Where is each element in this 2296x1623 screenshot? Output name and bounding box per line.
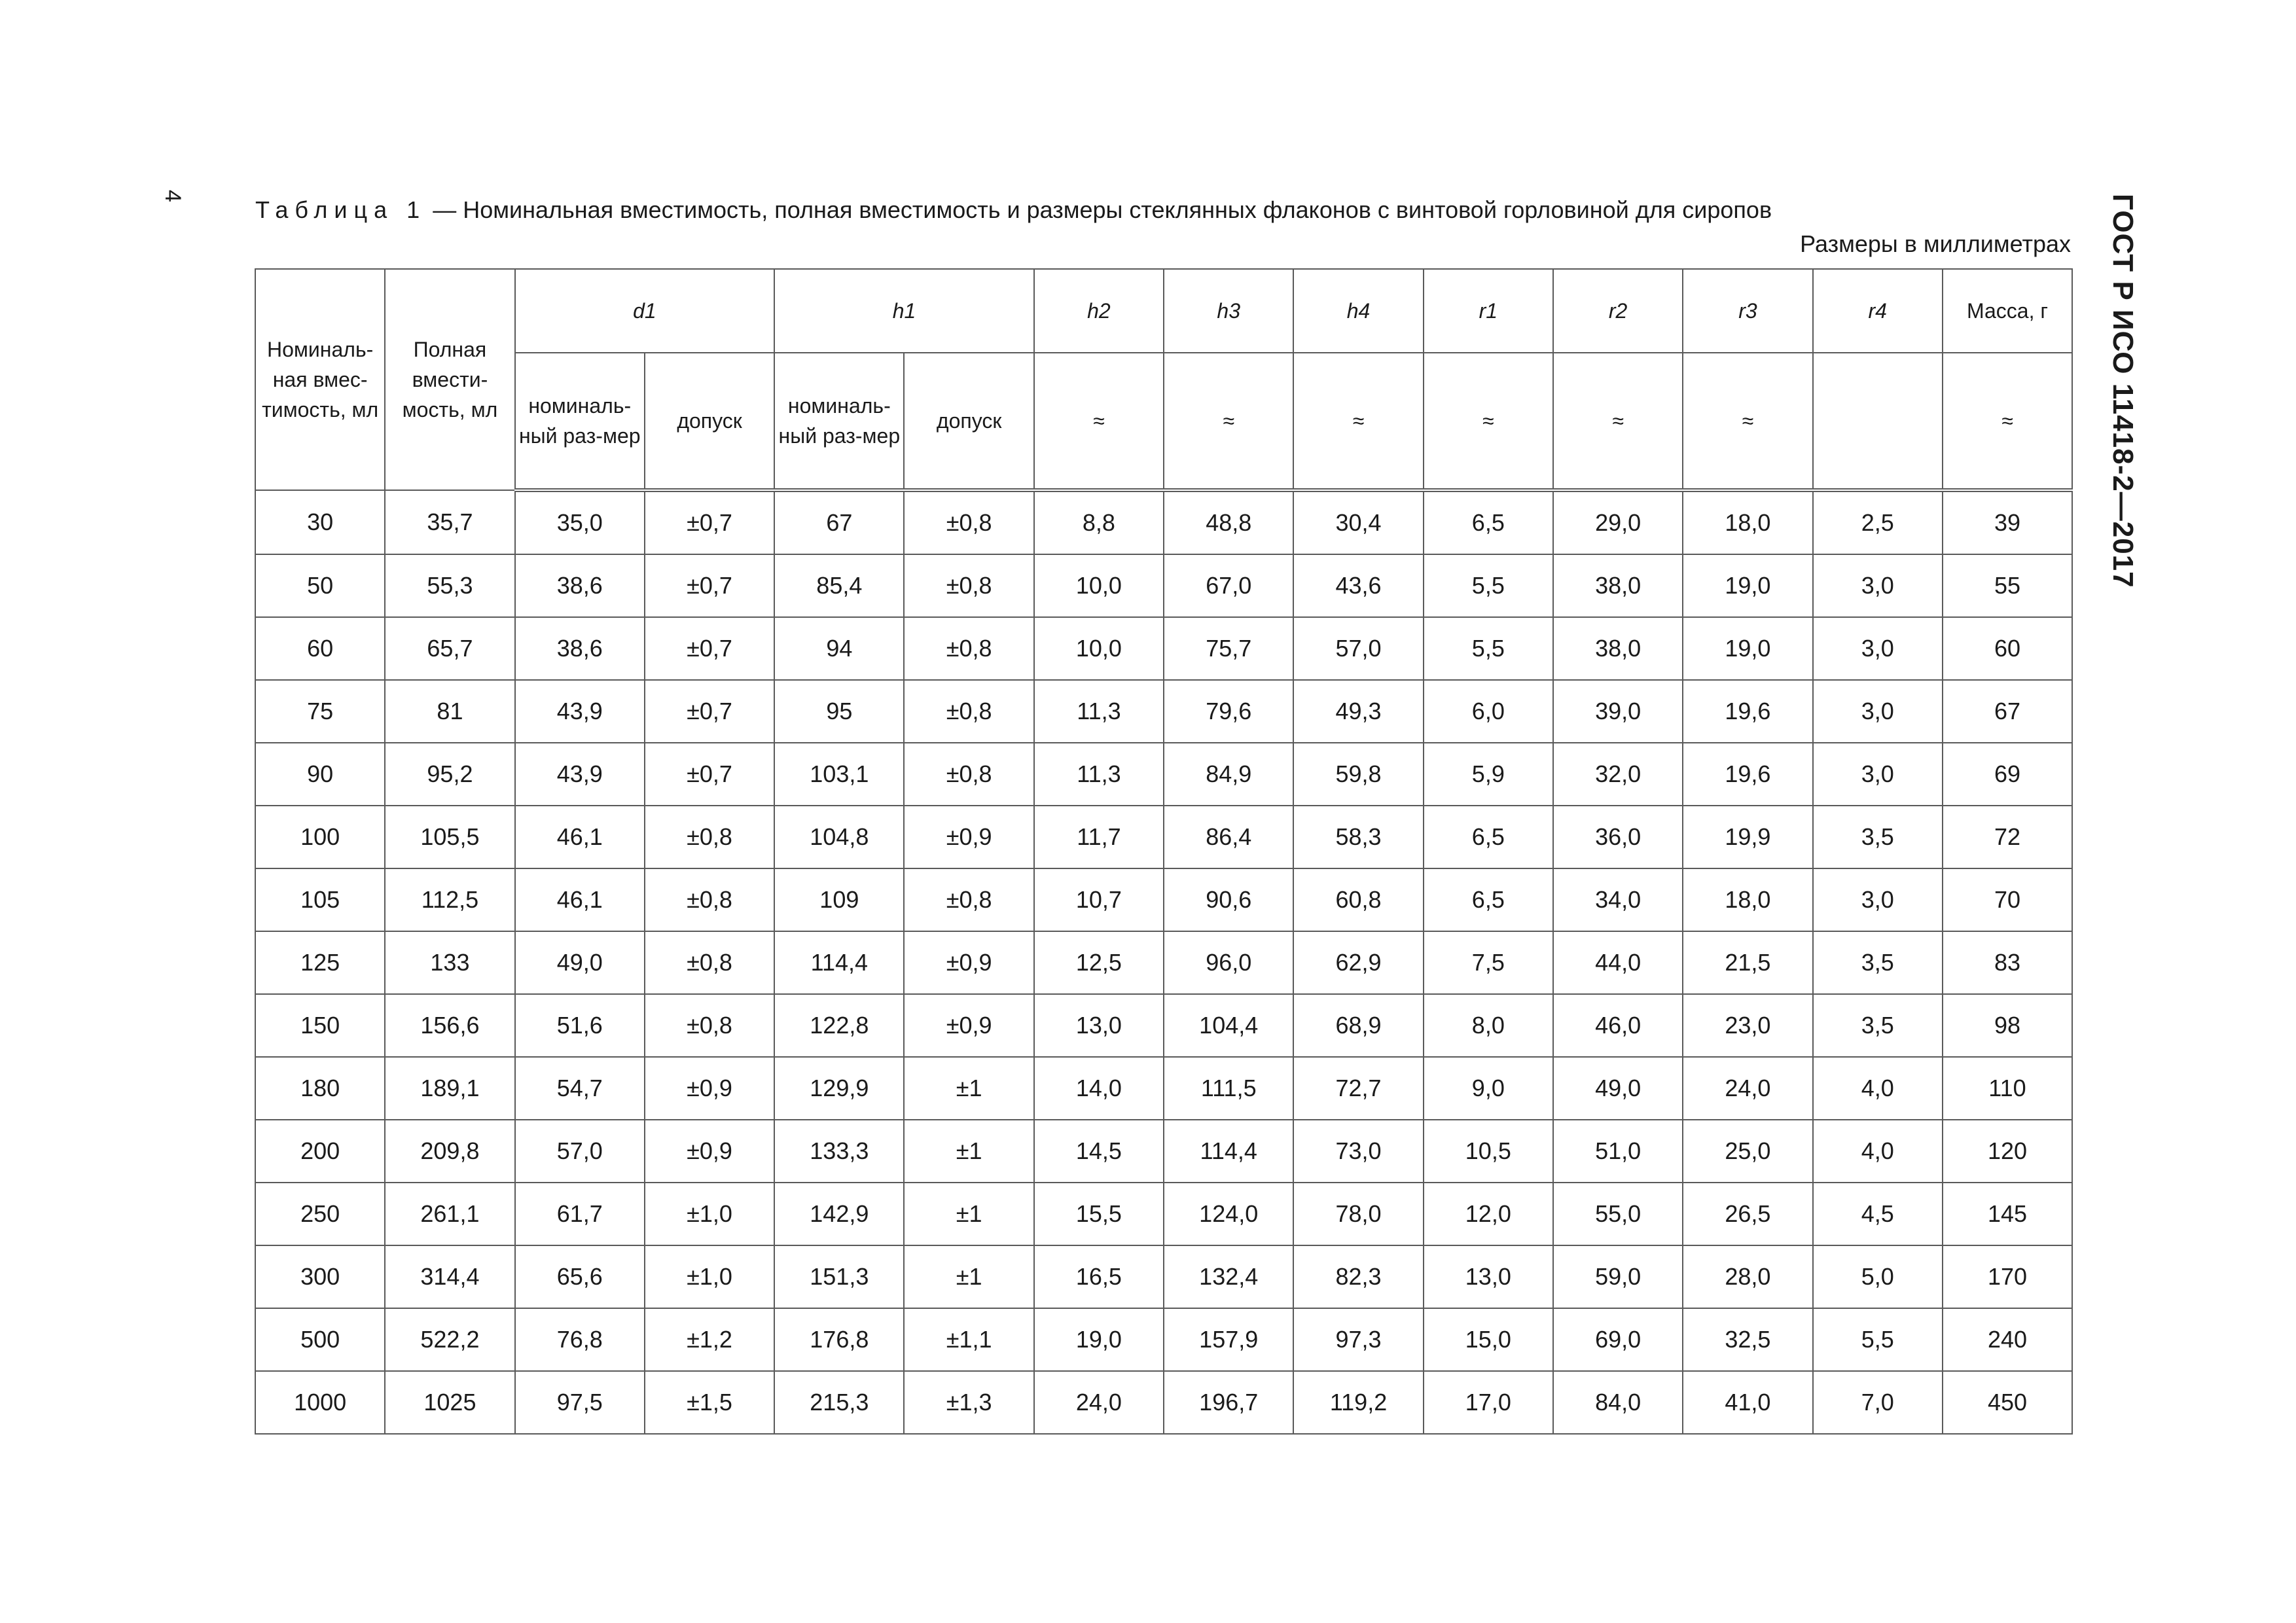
table-cell: 50 [255,554,385,617]
table-cell: 19,9 [1683,806,1812,868]
table-cell: 69,0 [1553,1308,1683,1371]
table-cell: 43,9 [515,743,645,806]
header-h1 [774,269,1034,353]
header-d1-label: d1 [633,299,656,323]
table-cell: ±1 [904,1245,1033,1308]
header-r4-empty [1813,353,1943,490]
table-cell: 90,6 [1164,868,1293,931]
table-cell: 14,0 [1034,1057,1164,1120]
table-cell: ±0,8 [645,806,774,868]
table-cell: 103,1 [774,743,904,806]
table-cell: 261,1 [385,1183,514,1245]
table-cell: 38,6 [515,617,645,680]
table-cell: ±0,7 [645,617,774,680]
header-d1-tolerance: допуск [645,353,774,490]
table-cell: 86,4 [1164,806,1293,868]
table-cell: 16,5 [1034,1245,1164,1308]
table-cell: 60 [255,617,385,680]
table-cell: 30,4 [1293,490,1423,554]
table-cell: ±0,9 [645,1057,774,1120]
table-cell: 189,1 [385,1057,514,1120]
table-cell: 5,5 [1424,617,1553,680]
table-cell: 35,7 [385,490,514,554]
table-cell: 59,8 [1293,743,1423,806]
header-row-2 [255,353,2072,490]
table-cell: 3,0 [1813,554,1943,617]
table-cell: 10,7 [1034,868,1164,931]
table-cell: 8,0 [1424,994,1553,1057]
table-cell: ±1 [904,1120,1033,1183]
table-cell: 46,1 [515,868,645,931]
table-cell: 55 [1943,554,2072,617]
table-cell: 19,0 [1683,554,1812,617]
table-cell: 51,6 [515,994,645,1057]
table-row [255,1308,2072,1371]
table-cell: 70 [1943,868,2072,931]
header-h3-label: h3 [1217,299,1241,323]
table-cell: 250 [255,1183,385,1245]
table-cell: ±0,9 [645,1120,774,1183]
table-row [255,994,2072,1057]
table-cell: ±0,8 [904,617,1033,680]
table-row [255,868,2072,931]
header-r3-label: r3 [1738,299,1757,323]
table-cell: 100 [255,806,385,868]
table-cell: 90 [255,743,385,806]
table-row [255,931,2072,994]
table-cell: 75,7 [1164,617,1293,680]
table-cell: ±0,7 [645,743,774,806]
header-r4 [1813,269,1943,353]
table-cell: 5,9 [1424,743,1553,806]
table-row [255,1245,2072,1308]
table-cell: 110 [1943,1057,2072,1120]
table-cell: 114,4 [774,931,904,994]
table-cell: 4,0 [1813,1120,1943,1183]
table-cell: 35,0 [515,490,645,554]
table-cell: 44,0 [1553,931,1683,994]
table-cell: 76,8 [515,1308,645,1371]
table-cell: ±0,7 [645,490,774,554]
table-cell: 11,3 [1034,680,1164,743]
table-cell: 3,0 [1813,617,1943,680]
table-cell: 3,5 [1813,931,1943,994]
table-cell: 11,7 [1034,806,1164,868]
table-row [255,554,2072,617]
table-cell: 68,9 [1293,994,1423,1057]
table-cell: 314,4 [385,1245,514,1308]
document-side-title: ГОСТ Р ИСО 11418-2—2017 [2107,194,2139,588]
table-cell: 209,8 [385,1120,514,1183]
table-cell: 82,3 [1293,1245,1423,1308]
table-cell: 104,8 [774,806,904,868]
header-d1 [515,269,775,353]
header-nominal-capacity: Номиналь-ная вмес-тимость, мл [255,269,385,490]
table-cell: 10,0 [1034,617,1164,680]
table-cell: 49,0 [515,931,645,994]
table-cell: 25,0 [1683,1120,1812,1183]
table-cell: 3,0 [1813,680,1943,743]
table-cell: 65,7 [385,617,514,680]
table-cell: 500 [255,1308,385,1371]
table-cell: ±0,8 [904,680,1033,743]
table-cell: 67 [774,490,904,554]
header-r1-label: r1 [1479,299,1498,323]
table-cell: ±0,8 [904,743,1033,806]
table-cell: 51,0 [1553,1120,1683,1183]
table-cell: 54,7 [515,1057,645,1120]
table-cell: 94 [774,617,904,680]
table-cell: 6,5 [1424,868,1553,931]
table-cell: 6,5 [1424,806,1553,868]
table-cell: 156,6 [385,994,514,1057]
table-body [255,490,2072,1434]
table-cell: 23,0 [1683,994,1812,1057]
table-cell: ±1,3 [904,1371,1033,1434]
table-cell: 46,1 [515,806,645,868]
table-caption-prefix: Таблица 1 [255,196,427,223]
table-cell: 36,0 [1553,806,1683,868]
table-cell: ±0,8 [904,554,1033,617]
header-h1-label: h1 [892,299,916,323]
table-cell: 14,5 [1034,1120,1164,1183]
table-cell: 38,6 [515,554,645,617]
header-h3 [1164,269,1293,353]
table-cell: 10,5 [1424,1120,1553,1183]
table-cell: 4,5 [1813,1183,1943,1245]
table-cell: 55,3 [385,554,514,617]
table-cell: 43,6 [1293,554,1423,617]
table-cell: ±0,8 [904,490,1033,554]
table-cell: 300 [255,1245,385,1308]
table-cell: 57,0 [1293,617,1423,680]
table-cell: 4,0 [1813,1057,1943,1120]
table-cell: ±1,5 [645,1371,774,1434]
table-cell: 49,0 [1553,1057,1683,1120]
table-cell: 39,0 [1553,680,1683,743]
table-cell: 196,7 [1164,1371,1293,1434]
header-h4-approx: ≈ [1293,353,1423,490]
table-cell: 73,0 [1293,1120,1423,1183]
table-cell: 11,3 [1034,743,1164,806]
table-cell: 38,0 [1553,554,1683,617]
table-row [255,1057,2072,1120]
header-h2-approx: ≈ [1034,353,1164,490]
header-r3-approx: ≈ [1683,353,1812,490]
header-r2-approx: ≈ [1553,353,1683,490]
table-caption [255,196,1772,224]
table-cell: 129,9 [774,1057,904,1120]
table-cell: 5,5 [1424,554,1553,617]
table-cell: 151,3 [774,1245,904,1308]
table-cell: 78,0 [1293,1183,1423,1245]
table-row [255,743,2072,806]
table-cell: 132,4 [1164,1245,1293,1308]
table-row [255,1371,2072,1434]
table-cell: ±1,0 [645,1183,774,1245]
table-cell: 1025 [385,1371,514,1434]
table-row [255,680,2072,743]
table-cell: 6,0 [1424,680,1553,743]
table-cell: 3,0 [1813,743,1943,806]
table-cell: 124,0 [1164,1183,1293,1245]
table-cell: ±0,9 [904,931,1033,994]
table-cell: 69 [1943,743,2072,806]
table-cell: 6,5 [1424,490,1553,554]
table-cell: 150 [255,994,385,1057]
table-cell: 114,4 [1164,1120,1293,1183]
units-note: Размеры в миллиметрах [1800,230,2071,257]
header-r4-label: r4 [1868,299,1887,323]
table-cell: 19,6 [1683,743,1812,806]
table-cell: 84,0 [1553,1371,1683,1434]
table-cell: 145 [1943,1183,2072,1245]
table-cell: 48,8 [1164,490,1293,554]
table-cell: ±1,2 [645,1308,774,1371]
table-cell: 15,0 [1424,1308,1553,1371]
table-cell: 19,0 [1683,617,1812,680]
table-cell: 59,0 [1553,1245,1683,1308]
table-row [255,1120,2072,1183]
table-cell: 79,6 [1164,680,1293,743]
table-cell: 49,3 [1293,680,1423,743]
table-cell: 180 [255,1057,385,1120]
table-cell: 21,5 [1683,931,1812,994]
table-cell: 112,5 [385,868,514,931]
table-cell: 12,5 [1034,931,1164,994]
header-row-1 [255,269,2072,353]
table-cell: 119,2 [1293,1371,1423,1434]
table-cell: 3,0 [1813,868,1943,931]
table-cell: 19,6 [1683,680,1812,743]
header-h4-label: h4 [1346,299,1371,323]
table-cell: ±1,1 [904,1308,1033,1371]
table-cell: 24,0 [1034,1371,1164,1434]
header-d1-nominal-size: номиналь-ный раз-мер [515,353,645,490]
table-cell: 24,0 [1683,1057,1812,1120]
table-cell: 60,8 [1293,868,1423,931]
table-cell: 122,8 [774,994,904,1057]
table-row [255,490,2072,554]
table-cell: 120 [1943,1120,2072,1183]
table-cell: ±1 [904,1057,1033,1120]
table-cell: 215,3 [774,1371,904,1434]
table-cell: 39 [1943,490,2072,554]
table-cell: 30 [255,490,385,554]
table-cell: 85,4 [774,554,904,617]
table-cell: 57,0 [515,1120,645,1183]
table-cell: 34,0 [1553,868,1683,931]
dimensions-table [255,268,2073,1435]
table-cell: 142,9 [774,1183,904,1245]
table-cell: 15,5 [1034,1183,1164,1245]
table-cell: 3,5 [1813,806,1943,868]
table-cell: 58,3 [1293,806,1423,868]
table-cell: 450 [1943,1371,2072,1434]
table-cell: ±0,8 [904,868,1033,931]
table-cell: ±0,7 [645,554,774,617]
table-cell: 170 [1943,1245,2072,1308]
table-cell: 10,0 [1034,554,1164,617]
table-cell: 60 [1943,617,2072,680]
table-cell: ±1 [904,1183,1033,1245]
header-r2-label: r2 [1608,299,1628,323]
table-cell: 72 [1943,806,2072,868]
table-cell: 157,9 [1164,1308,1293,1371]
header-mass: Масса, г [1943,269,2072,353]
table-cell: 105 [255,868,385,931]
table-cell: 84,9 [1164,743,1293,806]
table-cell: 104,4 [1164,994,1293,1057]
header-r1 [1424,269,1553,353]
header-r3 [1683,269,1812,353]
table-cell: 97,5 [515,1371,645,1434]
table-row [255,806,2072,868]
table-cell: 13,0 [1034,994,1164,1057]
table-cell: 12,0 [1424,1183,1553,1245]
table-cell: 95 [774,680,904,743]
table-cell: 5,5 [1813,1308,1943,1371]
page-number: 4 [160,190,185,202]
table-cell: 26,5 [1683,1183,1812,1245]
table-cell: 5,0 [1813,1245,1943,1308]
header-mass-approx: ≈ [1943,353,2072,490]
table-cell: 1000 [255,1371,385,1434]
table-cell: 109 [774,868,904,931]
table-cell: 98 [1943,994,2072,1057]
header-h2 [1034,269,1164,353]
table-cell: ±0,9 [904,806,1033,868]
table-cell: ±1,0 [645,1245,774,1308]
table-cell: 65,6 [515,1245,645,1308]
table-cell: 105,5 [385,806,514,868]
table-cell: ±0,9 [904,994,1033,1057]
table-cell: 46,0 [1553,994,1683,1057]
table-cell: 17,0 [1424,1371,1553,1434]
table-cell: 125 [255,931,385,994]
header-h3-approx: ≈ [1164,353,1293,490]
header-full-capacity: Полная вмести-мость, мл [385,269,514,490]
table-cell: 7,5 [1424,931,1553,994]
table-cell: 19,0 [1034,1308,1164,1371]
table-cell: 522,2 [385,1308,514,1371]
table-cell: 38,0 [1553,617,1683,680]
table-cell: 43,9 [515,680,645,743]
table-row [255,617,2072,680]
table-cell: ±0,7 [645,680,774,743]
table-cell: ±0,8 [645,868,774,931]
table-cell: 75 [255,680,385,743]
table-cell: ±0,8 [645,994,774,1057]
table-cell: 111,5 [1164,1057,1293,1120]
table-cell: 83 [1943,931,2072,994]
table-cell: 18,0 [1683,490,1812,554]
table-cell: 67,0 [1164,554,1293,617]
table-cell: 29,0 [1553,490,1683,554]
header-h2-label: h2 [1087,299,1111,323]
header-h1-tolerance: допуск [904,353,1033,490]
table-cell: 200 [255,1120,385,1183]
header-r2 [1553,269,1683,353]
table-cell: 97,3 [1293,1308,1423,1371]
table-cell: 67 [1943,680,2072,743]
table-cell: ±0,8 [645,931,774,994]
table-cell: 81 [385,680,514,743]
table-cell: 3,5 [1813,994,1943,1057]
table-cell: 9,0 [1424,1057,1553,1120]
header-h4 [1293,269,1423,353]
table-cell: 240 [1943,1308,2072,1371]
table-cell: 28,0 [1683,1245,1812,1308]
table-cell: 32,5 [1683,1308,1812,1371]
table-cell: 13,0 [1424,1245,1553,1308]
table-cell: 7,0 [1813,1371,1943,1434]
table-cell: 55,0 [1553,1183,1683,1245]
header-h1-nominal-size: номиналь-ный раз-мер [774,353,904,490]
table-row [255,1183,2072,1245]
table-cell: 32,0 [1553,743,1683,806]
table-cell: 2,5 [1813,490,1943,554]
table-cell: 72,7 [1293,1057,1423,1120]
table-cell: 133,3 [774,1120,904,1183]
table-caption-text: — Номинальная вместимость, полная вместимость и размеры стеклянных флаконов с винтовой горловиной для сиропов [426,196,1772,223]
table-cell: 133 [385,931,514,994]
table-cell: 62,9 [1293,931,1423,994]
table-cell: 95,2 [385,743,514,806]
table-cell: 8,8 [1034,490,1164,554]
header-r1-approx: ≈ [1424,353,1553,490]
table-cell: 41,0 [1683,1371,1812,1434]
table-cell: 96,0 [1164,931,1293,994]
table-cell: 18,0 [1683,868,1812,931]
table-cell: 176,8 [774,1308,904,1371]
table-cell: 61,7 [515,1183,645,1245]
